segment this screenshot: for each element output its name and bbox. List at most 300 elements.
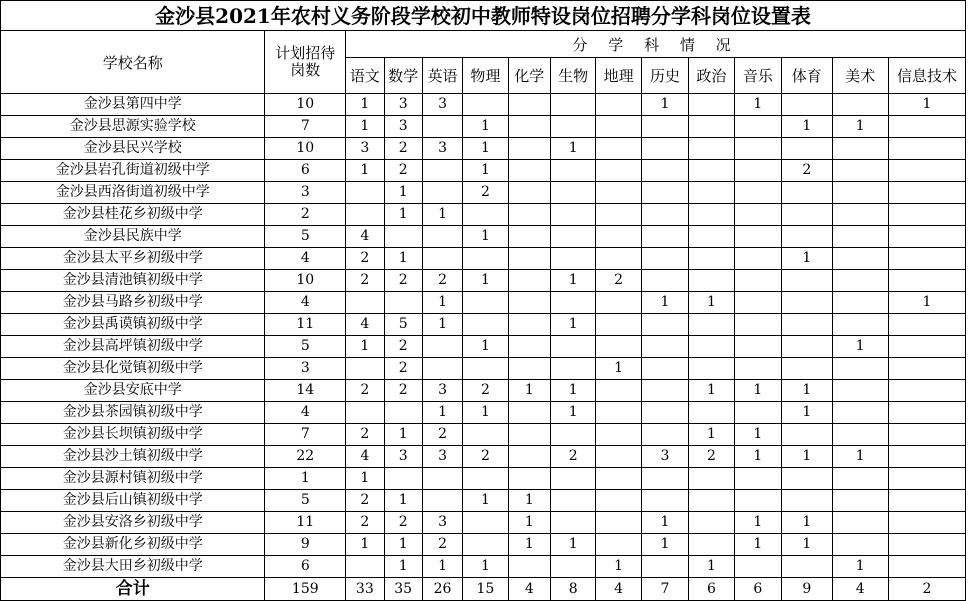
plan-count-cell: 7 bbox=[265, 424, 346, 446]
subject-count-cell: 2 bbox=[346, 380, 384, 402]
subject-count-cell: 3 bbox=[384, 116, 422, 138]
subject-count-cell: 2 bbox=[384, 138, 422, 160]
subject-count-cell bbox=[463, 94, 508, 116]
subject-count-cell bbox=[463, 512, 508, 534]
header-subject: 物理 bbox=[463, 58, 508, 94]
plan-count-cell: 7 bbox=[265, 116, 346, 138]
subject-count-cell: 2 bbox=[384, 512, 422, 534]
subject-count-cell: 1 bbox=[782, 512, 832, 534]
subject-count-cell bbox=[689, 94, 734, 116]
subject-count-cell bbox=[889, 556, 966, 578]
plan-count-cell: 5 bbox=[265, 490, 346, 512]
subject-count-cell bbox=[508, 402, 550, 424]
subject-count-cell: 1 bbox=[508, 380, 550, 402]
subject-count-cell bbox=[346, 402, 384, 424]
subject-count-cell: 1 bbox=[384, 248, 422, 270]
subject-count-cell: 2 bbox=[384, 160, 422, 182]
header-subject: 信息技术 bbox=[889, 58, 966, 94]
subject-count-cell: 2 bbox=[346, 270, 384, 292]
subject-count-cell bbox=[508, 446, 550, 468]
subject-count-cell bbox=[550, 160, 595, 182]
subject-count-cell bbox=[550, 182, 595, 204]
subject-count-cell: 1 bbox=[422, 292, 462, 314]
subject-count-cell: 1 bbox=[346, 116, 384, 138]
subject-count-cell: 1 bbox=[346, 160, 384, 182]
subject-count-cell bbox=[508, 94, 550, 116]
subject-count-cell bbox=[384, 292, 422, 314]
subject-count-cell bbox=[734, 204, 781, 226]
plan-count-cell: 6 bbox=[265, 556, 346, 578]
subject-count-cell bbox=[889, 226, 966, 248]
subject-count-cell bbox=[596, 512, 641, 534]
school-name-cell: 金沙县民族中学 bbox=[1, 226, 265, 248]
plan-count-cell: 5 bbox=[265, 336, 346, 358]
subject-count-cell: 3 bbox=[384, 446, 422, 468]
header-subject: 体育 bbox=[782, 58, 832, 94]
subject-count-cell bbox=[596, 336, 641, 358]
subject-count-cell: 1 bbox=[384, 490, 422, 512]
subject-count-cell bbox=[889, 248, 966, 270]
subject-count-cell bbox=[782, 468, 832, 490]
subject-count-cell bbox=[734, 336, 781, 358]
subject-count-cell bbox=[832, 248, 889, 270]
subject-count-cell bbox=[422, 490, 462, 512]
plan-count-cell: 4 bbox=[265, 292, 346, 314]
subject-count-cell bbox=[832, 358, 889, 380]
subject-count-cell bbox=[734, 138, 781, 160]
subject-count-cell: 1 bbox=[782, 116, 832, 138]
subject-count-cell bbox=[550, 512, 595, 534]
subject-count-cell bbox=[641, 358, 688, 380]
subject-count-cell: 3 bbox=[422, 446, 462, 468]
subject-count-cell bbox=[689, 358, 734, 380]
plan-count-cell: 14 bbox=[265, 380, 346, 402]
subject-count-cell bbox=[734, 116, 781, 138]
subject-count-cell bbox=[422, 336, 462, 358]
subject-count-cell bbox=[782, 490, 832, 512]
subject-count-cell bbox=[596, 226, 641, 248]
subject-count-cell: 3 bbox=[346, 138, 384, 160]
table-row bbox=[1, 138, 966, 160]
subject-count-cell: 2 bbox=[550, 446, 595, 468]
subject-count-cell bbox=[641, 402, 688, 424]
total-row bbox=[1, 578, 966, 601]
subject-count-cell bbox=[596, 490, 641, 512]
subject-count-cell: 1 bbox=[782, 446, 832, 468]
table-row bbox=[1, 314, 966, 336]
subject-count-cell: 1 bbox=[463, 138, 508, 160]
table-row bbox=[1, 424, 966, 446]
plan-count-cell: 9 bbox=[265, 534, 346, 556]
subject-count-cell: 1 bbox=[689, 380, 734, 402]
header-subject: 生物 bbox=[550, 58, 595, 94]
total-subject-cell: 8 bbox=[550, 578, 595, 601]
subject-count-cell bbox=[641, 182, 688, 204]
school-name-cell: 金沙县清池镇初级中学 bbox=[1, 270, 265, 292]
subject-count-cell: 1 bbox=[508, 490, 550, 512]
subject-count-cell bbox=[346, 204, 384, 226]
subject-count-cell bbox=[832, 512, 889, 534]
subject-count-cell bbox=[832, 160, 889, 182]
subject-count-cell bbox=[596, 204, 641, 226]
subject-count-cell bbox=[550, 94, 595, 116]
plan-count-cell: 11 bbox=[265, 512, 346, 534]
subject-count-cell: 1 bbox=[422, 402, 462, 424]
subject-count-cell bbox=[689, 512, 734, 534]
table-row bbox=[1, 204, 966, 226]
subject-count-cell bbox=[782, 424, 832, 446]
subject-count-cell bbox=[832, 402, 889, 424]
subject-count-cell bbox=[889, 358, 966, 380]
subject-count-cell bbox=[889, 182, 966, 204]
subject-count-cell bbox=[508, 358, 550, 380]
subject-count-cell bbox=[508, 336, 550, 358]
subject-count-cell bbox=[422, 248, 462, 270]
subject-count-cell bbox=[422, 358, 462, 380]
subject-count-cell bbox=[508, 182, 550, 204]
subject-count-cell: 1 bbox=[689, 292, 734, 314]
subject-count-cell: 2 bbox=[463, 380, 508, 402]
subject-count-cell bbox=[734, 314, 781, 336]
school-name-cell: 金沙县第四中学 bbox=[1, 94, 265, 116]
header-subject: 音乐 bbox=[734, 58, 781, 94]
school-name-cell: 金沙县马路乡初级中学 bbox=[1, 292, 265, 314]
school-name-cell: 金沙县后山镇初级中学 bbox=[1, 490, 265, 512]
subject-count-cell bbox=[641, 138, 688, 160]
header-plan bbox=[265, 31, 346, 94]
subject-count-cell bbox=[596, 468, 641, 490]
subject-count-cell bbox=[550, 226, 595, 248]
table-row bbox=[1, 556, 966, 578]
table-row bbox=[1, 446, 966, 468]
subject-count-cell bbox=[689, 204, 734, 226]
subject-count-cell bbox=[689, 336, 734, 358]
subject-count-cell bbox=[832, 424, 889, 446]
subject-count-cell bbox=[508, 424, 550, 446]
subject-count-cell bbox=[734, 358, 781, 380]
subject-count-cell bbox=[463, 292, 508, 314]
subject-count-cell: 5 bbox=[384, 314, 422, 336]
school-name-cell: 金沙县思源实验学校 bbox=[1, 116, 265, 138]
subject-count-cell bbox=[422, 116, 462, 138]
subject-count-cell bbox=[550, 424, 595, 446]
table-row bbox=[1, 534, 966, 556]
table-title: 金沙县2021年农村义务阶段学校初中教师特设岗位招聘分学科岗位设置表 bbox=[0, 0, 966, 30]
subject-count-cell bbox=[508, 204, 550, 226]
subject-count-cell: 1 bbox=[422, 314, 462, 336]
subject-count-cell: 1 bbox=[550, 380, 595, 402]
subject-count-cell bbox=[734, 292, 781, 314]
subject-count-cell bbox=[641, 160, 688, 182]
total-label: 合计 bbox=[1, 578, 265, 601]
plan-count-cell: 4 bbox=[265, 402, 346, 424]
subject-count-cell bbox=[782, 270, 832, 292]
subject-count-cell bbox=[832, 204, 889, 226]
subject-count-cell: 1 bbox=[889, 94, 966, 116]
header-subject-group: 分 学 科 情 况 bbox=[346, 31, 966, 58]
school-name-cell: 金沙县沙土镇初级中学 bbox=[1, 446, 265, 468]
subject-count-cell bbox=[596, 160, 641, 182]
subject-count-cell: 1 bbox=[689, 424, 734, 446]
subject-count-cell: 2 bbox=[346, 490, 384, 512]
subject-count-cell: 1 bbox=[734, 380, 781, 402]
total-subject-cell: 4 bbox=[832, 578, 889, 601]
table-row bbox=[1, 226, 966, 248]
subject-count-cell: 1 bbox=[384, 556, 422, 578]
subject-count-cell bbox=[550, 490, 595, 512]
school-name-cell: 金沙县高坪镇初级中学 bbox=[1, 336, 265, 358]
subject-count-cell bbox=[641, 424, 688, 446]
subject-count-cell: 2 bbox=[782, 160, 832, 182]
subject-count-cell: 1 bbox=[641, 94, 688, 116]
subject-count-cell bbox=[889, 512, 966, 534]
subject-count-cell bbox=[508, 270, 550, 292]
subject-count-cell bbox=[508, 116, 550, 138]
subject-count-cell bbox=[550, 468, 595, 490]
subject-count-cell bbox=[832, 468, 889, 490]
school-name-cell: 金沙县源村镇初级中学 bbox=[1, 468, 265, 490]
school-name-cell: 金沙县大田乡初级中学 bbox=[1, 556, 265, 578]
total-subject-cell: 33 bbox=[346, 578, 384, 601]
subject-count-cell bbox=[346, 358, 384, 380]
subject-count-cell bbox=[508, 160, 550, 182]
subject-count-cell bbox=[832, 380, 889, 402]
subject-count-cell bbox=[463, 358, 508, 380]
plan-count-cell: 6 bbox=[265, 160, 346, 182]
subject-count-cell: 2 bbox=[689, 446, 734, 468]
subject-count-cell: 1 bbox=[596, 556, 641, 578]
subject-count-cell: 2 bbox=[346, 248, 384, 270]
subject-count-cell bbox=[734, 248, 781, 270]
subject-count-cell: 1 bbox=[463, 116, 508, 138]
plan-count-cell: 10 bbox=[265, 270, 346, 292]
subject-count-cell bbox=[832, 94, 889, 116]
subject-count-cell: 1 bbox=[550, 534, 595, 556]
total-plan-cell: 159 bbox=[265, 578, 346, 601]
subject-count-cell bbox=[550, 358, 595, 380]
subject-count-cell: 2 bbox=[346, 512, 384, 534]
subject-count-cell bbox=[689, 182, 734, 204]
school-name-cell: 金沙县安底中学 bbox=[1, 380, 265, 402]
subject-count-cell: 1 bbox=[641, 512, 688, 534]
table-row bbox=[1, 402, 966, 424]
subject-count-cell bbox=[508, 138, 550, 160]
subject-count-cell bbox=[641, 556, 688, 578]
table-row bbox=[1, 512, 966, 534]
subject-count-cell bbox=[889, 160, 966, 182]
subject-count-cell bbox=[550, 556, 595, 578]
subject-count-cell bbox=[782, 182, 832, 204]
subject-count-cell: 1 bbox=[782, 402, 832, 424]
subject-count-cell bbox=[550, 336, 595, 358]
subject-count-cell bbox=[832, 138, 889, 160]
subject-count-cell bbox=[422, 182, 462, 204]
subject-count-cell bbox=[889, 314, 966, 336]
subject-count-cell: 3 bbox=[422, 512, 462, 534]
subject-count-cell bbox=[832, 490, 889, 512]
subject-count-cell bbox=[734, 402, 781, 424]
subject-count-cell bbox=[550, 204, 595, 226]
plan-count-cell: 1 bbox=[265, 468, 346, 490]
subject-count-cell: 1 bbox=[550, 314, 595, 336]
subject-count-cell: 1 bbox=[346, 94, 384, 116]
subject-count-cell bbox=[463, 204, 508, 226]
school-name-cell: 金沙县化觉镇初级中学 bbox=[1, 358, 265, 380]
subject-count-cell: 2 bbox=[384, 380, 422, 402]
subject-count-cell bbox=[832, 292, 889, 314]
subject-count-cell: 1 bbox=[463, 556, 508, 578]
subject-count-cell: 1 bbox=[463, 226, 508, 248]
subject-count-cell bbox=[689, 160, 734, 182]
plan-count-cell: 5 bbox=[265, 226, 346, 248]
subject-count-cell bbox=[689, 248, 734, 270]
subject-count-cell bbox=[689, 270, 734, 292]
subject-count-cell: 1 bbox=[550, 402, 595, 424]
subject-count-cell: 1 bbox=[832, 336, 889, 358]
position-table bbox=[0, 30, 966, 601]
table-row bbox=[1, 160, 966, 182]
plan-count-cell: 3 bbox=[265, 182, 346, 204]
subject-count-cell bbox=[384, 468, 422, 490]
subject-count-cell bbox=[346, 292, 384, 314]
subject-count-cell: 1 bbox=[550, 270, 595, 292]
subject-count-cell: 4 bbox=[346, 446, 384, 468]
subject-count-cell bbox=[463, 248, 508, 270]
subject-count-cell bbox=[782, 358, 832, 380]
subject-count-cell bbox=[832, 534, 889, 556]
plan-count-cell: 22 bbox=[265, 446, 346, 468]
subject-count-cell bbox=[782, 314, 832, 336]
subject-count-cell: 3 bbox=[422, 94, 462, 116]
subject-count-cell bbox=[889, 380, 966, 402]
subject-count-cell bbox=[832, 314, 889, 336]
header-subject: 政治 bbox=[689, 58, 734, 94]
table-row bbox=[1, 116, 966, 138]
subject-count-cell bbox=[889, 468, 966, 490]
subject-count-cell: 1 bbox=[346, 468, 384, 490]
subject-count-cell bbox=[889, 490, 966, 512]
subject-count-cell: 1 bbox=[832, 446, 889, 468]
subject-count-cell bbox=[641, 380, 688, 402]
table-row bbox=[1, 380, 966, 402]
header-plan-text: 计划招待岗数 bbox=[275, 44, 336, 79]
subject-count-cell: 1 bbox=[782, 248, 832, 270]
subject-count-cell bbox=[832, 182, 889, 204]
subject-count-cell: 2 bbox=[384, 358, 422, 380]
subject-count-cell: 2 bbox=[422, 534, 462, 556]
subject-count-cell: 1 bbox=[384, 534, 422, 556]
table-row bbox=[1, 358, 966, 380]
subject-count-cell bbox=[689, 490, 734, 512]
subject-count-cell bbox=[641, 468, 688, 490]
subject-count-cell: 1 bbox=[782, 380, 832, 402]
subject-count-cell bbox=[596, 424, 641, 446]
subject-count-cell: 2 bbox=[463, 446, 508, 468]
subject-count-cell bbox=[596, 292, 641, 314]
subject-count-cell bbox=[689, 116, 734, 138]
subject-count-cell bbox=[550, 292, 595, 314]
subject-count-cell bbox=[734, 556, 781, 578]
school-name-cell: 金沙县桂花乡初级中学 bbox=[1, 204, 265, 226]
subject-count-cell: 1 bbox=[734, 534, 781, 556]
subject-count-cell: 1 bbox=[596, 358, 641, 380]
school-name-cell: 金沙县西洛街道初级中学 bbox=[1, 182, 265, 204]
subject-count-cell bbox=[508, 314, 550, 336]
subject-count-cell bbox=[832, 270, 889, 292]
subject-count-cell bbox=[550, 248, 595, 270]
subject-count-cell: 1 bbox=[384, 182, 422, 204]
school-name-cell: 金沙县茶园镇初级中学 bbox=[1, 402, 265, 424]
subject-count-cell: 2 bbox=[422, 424, 462, 446]
header-subject: 美术 bbox=[832, 58, 889, 94]
total-subject-cell: 6 bbox=[734, 578, 781, 601]
subject-count-cell: 3 bbox=[422, 380, 462, 402]
total-subject-cell: 26 bbox=[422, 578, 462, 601]
subject-count-cell: 1 bbox=[463, 270, 508, 292]
subject-count-cell bbox=[596, 402, 641, 424]
subject-count-cell bbox=[596, 534, 641, 556]
subject-count-cell bbox=[889, 138, 966, 160]
total-subject-cell: 9 bbox=[782, 578, 832, 601]
subject-count-cell: 1 bbox=[463, 490, 508, 512]
subject-count-cell bbox=[832, 226, 889, 248]
subject-count-cell bbox=[463, 534, 508, 556]
header-subject: 历史 bbox=[641, 58, 688, 94]
table-row bbox=[1, 490, 966, 512]
total-subject-cell: 7 bbox=[641, 578, 688, 601]
plan-count-cell: 3 bbox=[265, 358, 346, 380]
school-name-cell: 金沙县太平乡初级中学 bbox=[1, 248, 265, 270]
subject-count-cell: 1 bbox=[734, 446, 781, 468]
subject-count-cell bbox=[346, 556, 384, 578]
subject-count-cell bbox=[463, 424, 508, 446]
subject-count-cell bbox=[641, 226, 688, 248]
subject-count-cell bbox=[641, 116, 688, 138]
subject-count-cell: 1 bbox=[463, 336, 508, 358]
school-name-cell: 金沙县安洛乡初级中学 bbox=[1, 512, 265, 534]
subject-count-cell bbox=[734, 468, 781, 490]
subject-count-cell bbox=[641, 314, 688, 336]
subject-count-cell bbox=[641, 490, 688, 512]
subject-count-cell bbox=[508, 226, 550, 248]
subject-count-cell: 1 bbox=[832, 116, 889, 138]
subject-count-cell bbox=[508, 556, 550, 578]
subject-count-cell bbox=[782, 204, 832, 226]
subject-count-cell: 1 bbox=[384, 424, 422, 446]
subject-count-cell: 1 bbox=[641, 292, 688, 314]
subject-count-cell bbox=[889, 336, 966, 358]
subject-count-cell bbox=[782, 226, 832, 248]
table-row bbox=[1, 270, 966, 292]
subject-count-cell bbox=[550, 116, 595, 138]
subject-count-cell bbox=[734, 490, 781, 512]
header-subject: 地理 bbox=[596, 58, 641, 94]
subject-count-cell: 1 bbox=[422, 204, 462, 226]
table-row bbox=[1, 94, 966, 116]
subject-count-cell bbox=[422, 226, 462, 248]
subject-count-cell: 1 bbox=[550, 138, 595, 160]
subject-count-cell: 1 bbox=[508, 512, 550, 534]
subject-count-cell bbox=[689, 138, 734, 160]
subject-count-cell bbox=[889, 204, 966, 226]
table-row bbox=[1, 248, 966, 270]
header-school: 学校名称 bbox=[1, 31, 265, 94]
subject-count-cell: 1 bbox=[832, 556, 889, 578]
subject-count-cell bbox=[689, 534, 734, 556]
plan-count-cell: 2 bbox=[265, 204, 346, 226]
subject-count-cell: 4 bbox=[346, 226, 384, 248]
subject-count-cell: 1 bbox=[463, 402, 508, 424]
